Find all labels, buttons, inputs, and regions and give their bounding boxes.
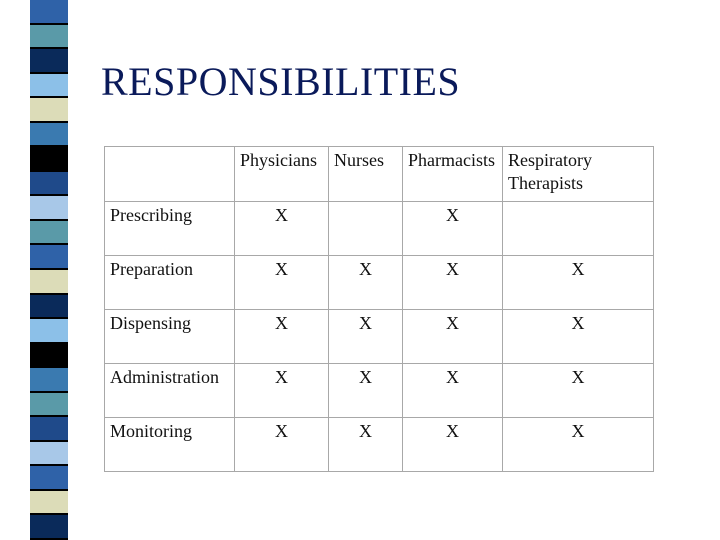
stripe-band	[30, 196, 68, 221]
row-label: Monitoring	[105, 418, 235, 472]
header-corner	[105, 147, 235, 202]
stripe-band	[30, 515, 68, 540]
table-cell: X	[235, 364, 329, 418]
stripe-band	[30, 442, 68, 467]
stripe-band	[30, 491, 68, 516]
row-label: Prescribing	[105, 202, 235, 256]
table-cell: X	[235, 418, 329, 472]
table-row	[105, 310, 654, 364]
stripe-band	[30, 368, 68, 393]
table-row	[105, 364, 654, 418]
header-physicians: Physicians	[235, 147, 329, 202]
table-cell: X	[235, 256, 329, 310]
row-label: Administration	[105, 364, 235, 418]
stripe-band	[30, 0, 68, 25]
table-cell: X	[403, 310, 503, 364]
stripe-band	[30, 319, 68, 344]
stripe-band	[30, 172, 68, 197]
stripe-band	[30, 123, 68, 148]
table-cell: X	[403, 364, 503, 418]
stripe-band	[30, 344, 68, 369]
table-cell: X	[235, 202, 329, 256]
table-row	[105, 202, 654, 256]
table-cell: X	[329, 418, 403, 472]
table-cell: X	[503, 256, 654, 310]
table-cell	[329, 202, 403, 256]
table-row	[105, 418, 654, 472]
stripe-band	[30, 417, 68, 442]
table-cell: X	[235, 310, 329, 364]
row-label: Preparation	[105, 256, 235, 310]
stripe-band	[30, 25, 68, 50]
table-cell: X	[503, 310, 654, 364]
stripe-band	[30, 270, 68, 295]
table-cell	[503, 202, 654, 256]
table-cell: X	[503, 418, 654, 472]
stripe-band	[30, 466, 68, 491]
stripe-band	[30, 295, 68, 320]
table-header-row	[105, 147, 654, 202]
stripe-band	[30, 221, 68, 246]
responsibilities-table	[104, 146, 654, 472]
slide-title: RESPONSIBILITIES	[101, 59, 461, 104]
table-cell: X	[403, 418, 503, 472]
header-respiratory-therapists: Respiratory Therapists	[503, 147, 654, 202]
row-label: Dispensing	[105, 310, 235, 364]
table-cell: X	[329, 310, 403, 364]
table-cell: X	[329, 256, 403, 310]
decorative-stripe-border	[30, 0, 68, 540]
table-cell: X	[329, 364, 403, 418]
table-cell: X	[503, 364, 654, 418]
stripe-band	[30, 74, 68, 99]
stripe-band	[30, 49, 68, 74]
stripe-band	[30, 147, 68, 172]
stripe-band	[30, 393, 68, 418]
table-cell: X	[403, 256, 503, 310]
stripe-band	[30, 98, 68, 123]
table-cell: X	[403, 202, 503, 256]
table-row	[105, 256, 654, 310]
header-pharmacists: Pharmacists	[403, 147, 503, 202]
stripe-band	[30, 245, 68, 270]
header-nurses: Nurses	[329, 147, 403, 202]
